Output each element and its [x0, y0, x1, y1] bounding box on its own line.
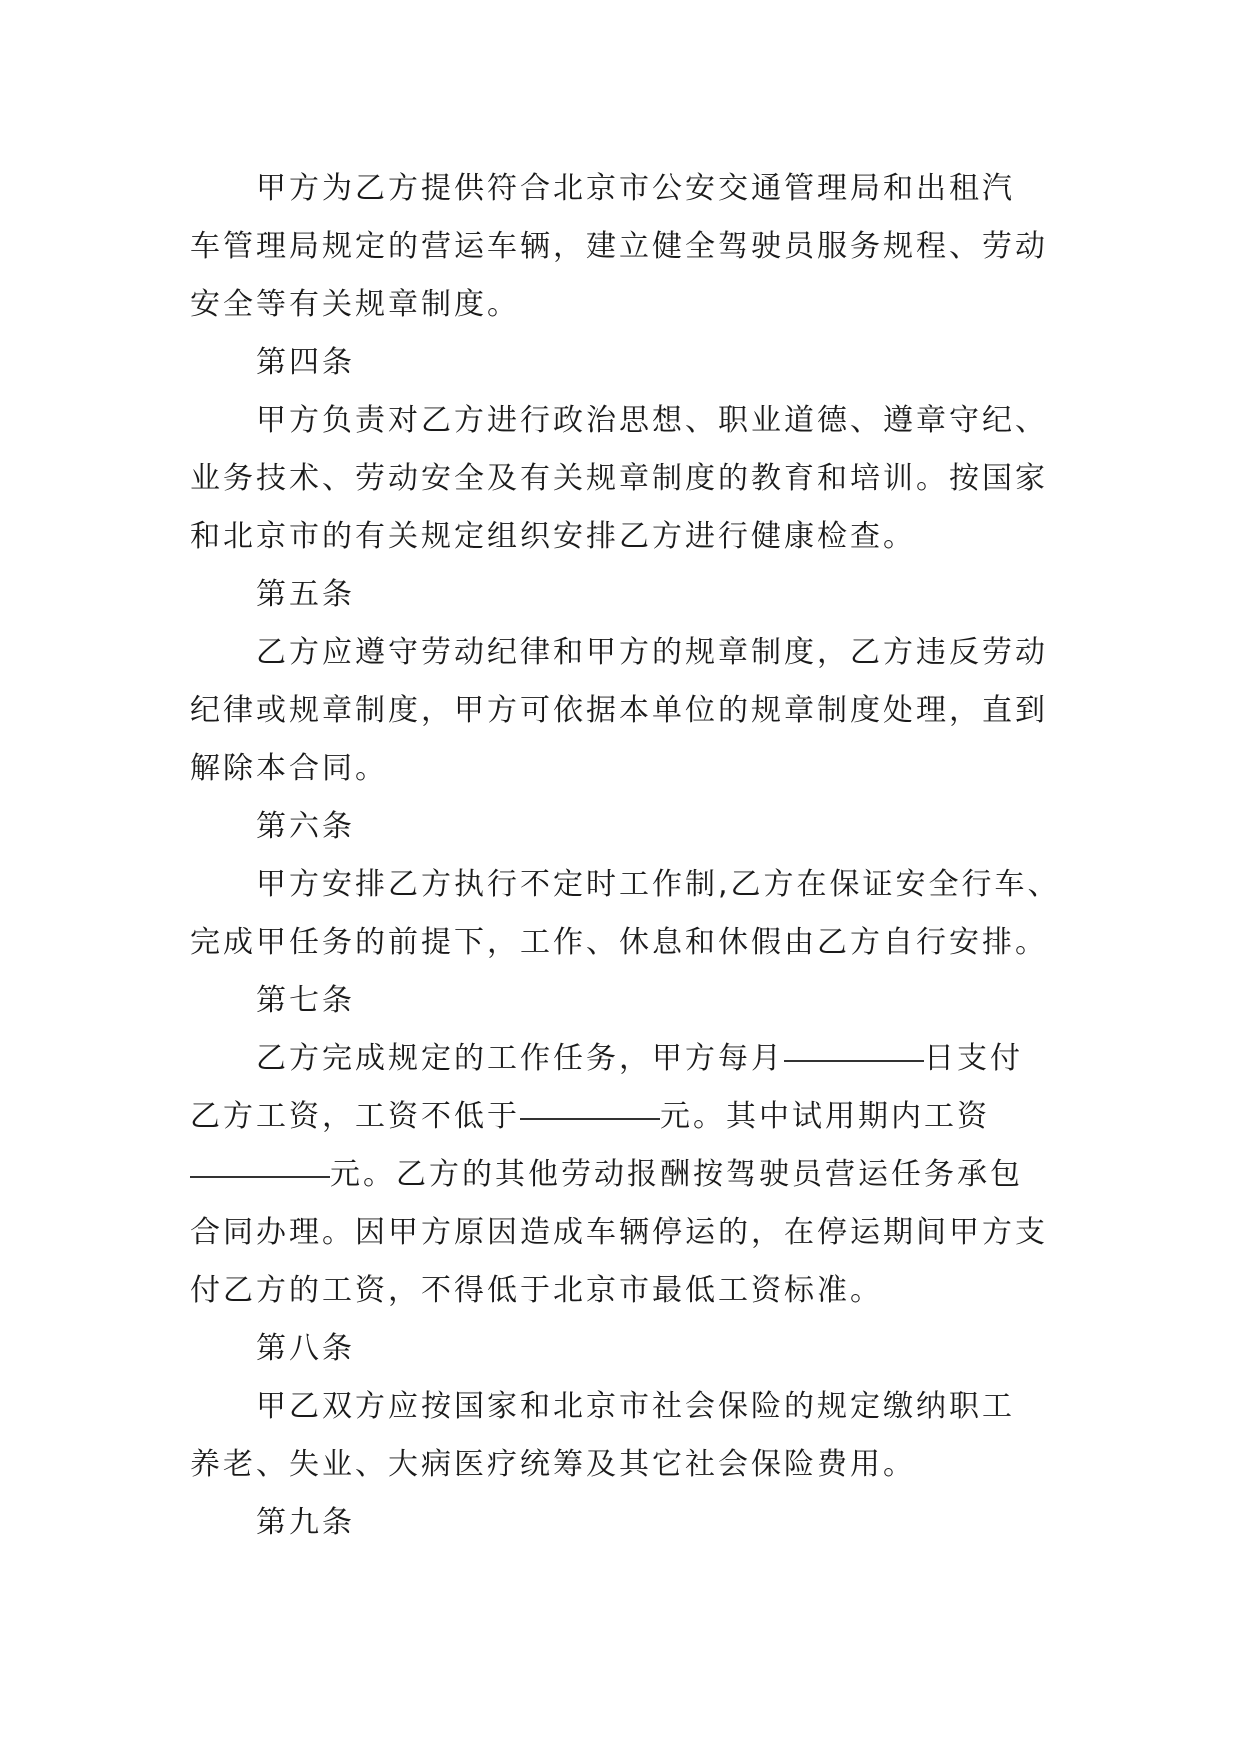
text-line: 甲方安排乙方执行不定时工作制,乙方在保证安全行车、 — [256, 867, 1061, 902]
intro-paragraph — [190, 160, 1060, 334]
text-line: 甲方为乙方提供符合北京市公安交通管理局和出租汽 — [256, 171, 1015, 206]
pay-day-blank[interactable] — [784, 1060, 924, 1062]
text-segment: 元。其中试用期内工资 — [660, 1099, 990, 1134]
text-segment: 乙方完成规定的工作任务，甲方每月 — [256, 1041, 784, 1076]
text-segment: 日支付 — [924, 1041, 1023, 1076]
text-line — [190, 1030, 1060, 1088]
text-line: 甲方负责对乙方进行政治思想、职业道德、遵章守纪、 — [256, 403, 1048, 438]
text-line: 解除本合同。 — [190, 751, 388, 786]
article-4-paragraph — [190, 392, 1060, 566]
article-6-heading: 第六条 — [256, 809, 355, 844]
probation-wage-blank[interactable] — [190, 1176, 330, 1178]
text-line: 甲乙双方应按国家和北京市社会保险的规定缴纳职工 — [256, 1389, 1015, 1424]
article-9-heading: 第九条 — [256, 1505, 355, 1540]
text-line: 业务技术、劳动安全及有关规章制度的教育和培训。按国家 — [190, 461, 1048, 496]
text-line — [190, 1088, 1060, 1146]
text-segment: 元。乙方的其他劳动报酬按驾驶员营运任务承包 — [330, 1157, 1023, 1192]
text-line: 付乙方的工资，不得低于北京市最低工资标准。 — [190, 1273, 883, 1308]
text-line: 纪律或规章制度，甲方可依据本单位的规章制度处理，直到 — [190, 693, 1048, 728]
text-line: 乙方应遵守劳动纪律和甲方的规章制度，乙方违反劳动 — [256, 635, 1048, 670]
article-5-paragraph — [190, 624, 1060, 798]
text-line: 安全等有关规章制度。 — [190, 287, 520, 322]
article-5-heading: 第五条 — [256, 577, 355, 612]
article-7-heading: 第七条 — [256, 983, 355, 1018]
text-line: 养老、失业、大病医疗统筹及其它社会保险费用。 — [190, 1447, 916, 1482]
text-line: 完成甲任务的前提下，工作、休息和休假由乙方自行安排。 — [190, 925, 1048, 960]
document-body — [190, 160, 1060, 1552]
article-8-heading: 第八条 — [256, 1331, 355, 1366]
text-line: 合同办理。因甲方原因造成车辆停运的，在停运期间甲方支 — [190, 1215, 1048, 1250]
article-8-paragraph — [190, 1378, 1060, 1494]
text-line — [190, 1146, 1060, 1204]
article-7-paragraph — [190, 1030, 1060, 1320]
article-6-paragraph — [190, 856, 1060, 972]
text-line: 车管理局规定的营运车辆，建立健全驾驶员服务规程、劳动 — [190, 229, 1048, 264]
article-4-heading: 第四条 — [256, 345, 355, 380]
min-wage-blank[interactable] — [520, 1118, 660, 1120]
text-segment: 乙方工资，工资不低于 — [190, 1099, 520, 1134]
text-line: 和北京市的有关规定组织安排乙方进行健康检查。 — [190, 519, 916, 554]
